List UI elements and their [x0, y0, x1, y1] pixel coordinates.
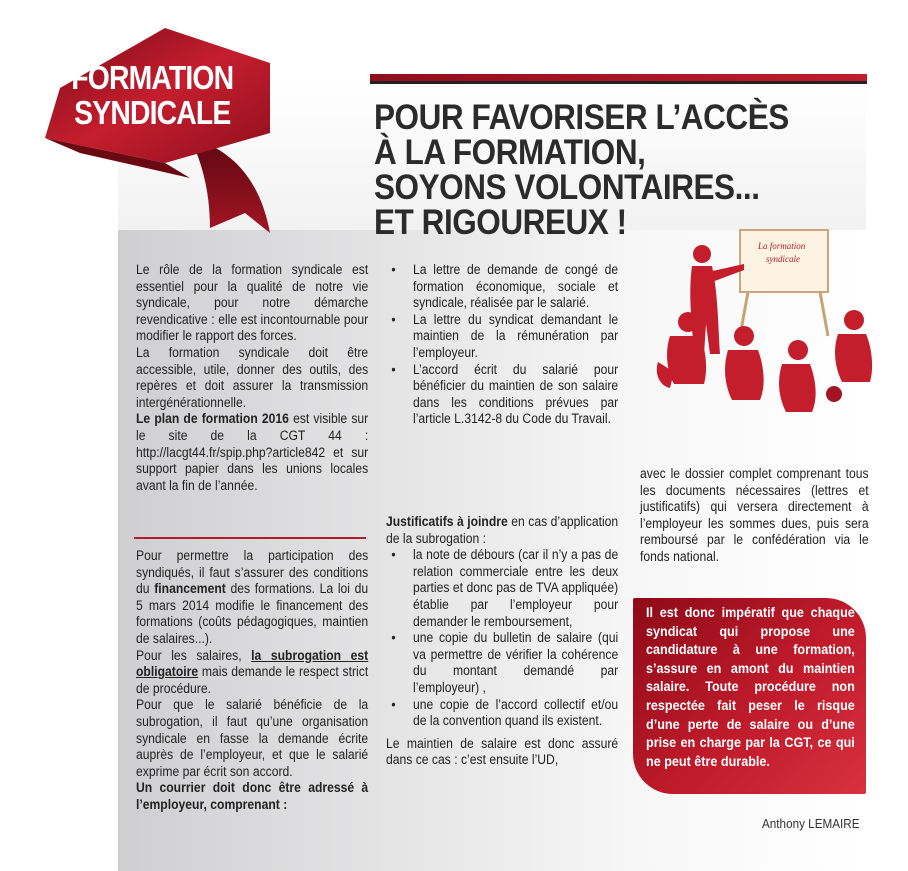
letter-paragraph [136, 780, 368, 813]
subrogation-paragraph [136, 648, 368, 698]
board-text-line-1: La formation [758, 241, 806, 251]
letter-bold: Un courrier doit donc être adressé à l’employeur, comprenant : [136, 780, 369, 812]
headline-line-4: ET RIGOUREUX ! [374, 203, 627, 242]
list-item: • La lettre de demande de congé de formation économique, sociale et syndicale, réalisée par le salarié. [386, 262, 618, 312]
article-headline [374, 100, 797, 240]
financing-text-a: Pour permettre la participation des syndiqués, il faut s’assurer des conditions du [136, 548, 369, 597]
top-red-rule [370, 74, 867, 81]
banner-line-1: FORMATION [71, 59, 234, 96]
board-text-line-2: syndicale [766, 254, 800, 264]
closing-paragraph: Le maintien de salaire est donc assuré dans ce cas : c’est ensuite l’UD, [386, 735, 619, 768]
training-illustration [648, 224, 876, 420]
section-divider [134, 537, 366, 539]
column-1-bottom [136, 548, 368, 814]
subrogation-text-b: mais demande le respect strict de procédure. [136, 664, 369, 696]
banner-line-2: SYNDICALE [74, 94, 231, 131]
justificatifs-list [386, 547, 618, 730]
headline-line-2: À LA FORMATION, [374, 133, 646, 172]
subrogation-text-a: Pour les salaires, [136, 647, 252, 663]
author-signature: Anthony LEMAIRE [762, 816, 860, 831]
column-1-top [136, 262, 368, 494]
continuation-paragraph: avec le dossier complet comprenant tous les documents nécessaires (lettres et justificatifs) qui versera directement à l’employeur les sommes dues, puis sera remboursé par le confédération via le fonds national. [640, 466, 869, 564]
column-2-top [386, 262, 618, 428]
plan-paragraph [136, 411, 368, 494]
list-item: • une copie de l’accord collectif et/ou de la convention quand ils existent. [386, 697, 618, 730]
financing-paragraph [136, 548, 368, 648]
justificatifs-rest: en cas d’application de la subrogation : [386, 514, 619, 546]
accessibility-paragraph: La formation syndicale doit être accessible, utile, donner des outils, des repères et doit assurer la transmission intergénérationnelle. [136, 344, 369, 410]
list-item: • la note de débours (car il n’y a pas de relation commerciale entre les deux parties et donc pas de TVA appliquée) établie par l’employeur pour demander le remboursement, [386, 547, 618, 630]
subrogation-underlined: la subrogation est obligatoire [136, 647, 369, 680]
intro-paragraph: Le rôle de la formation syndicale est essentiel pour la qualité de notre vie syndicale, pour notre démarche revendicative : elle est incontournable pour modifier le rapport des forces. [136, 262, 369, 344]
column-3-text [640, 466, 869, 566]
financing-text-b: des formations. La loi du 5 mars 2014 modifie le financement des formations (coûts pédagogiques, maintien de salaires...). [136, 581, 369, 646]
banner-title [62, 60, 243, 130]
list-item: • L’accord écrit du salarié pour bénéficier du maintien de son salaire dans les conditions prévues par l’article L.3142-8 du Code du Travail. [386, 362, 618, 428]
plan-rest: est visible sur le site de la CGT 44 : http://lacgt44.fr/spip.php?article842 et sur support papier dans les unions locales avant la fin de l’année. [136, 411, 369, 493]
list-item: • La lettre du syndicat demandant le maintien de la rémunération par l’employeur. [386, 312, 618, 362]
justificatifs-paragraph [386, 514, 618, 547]
top-dark-rule [370, 81, 867, 84]
highlight-text: Il est donc impératif que chaque syndicat qui propose une candidature à une formation, s’assure en amont du maintien salaire. Toute procédure non respectée fait peser le risque d’une perte de salaire ou d’une prise en charge par la CGT, ce qui ne peut être durable. [646, 604, 855, 769]
headline-line-3: SOYONS VOLONTAIRES... [374, 168, 760, 207]
justificatifs-bold: Justificatifs à joindre [386, 514, 508, 529]
list-item: • une copie du bulletin de salaire (qui va permettre de vérifier la cohérence du montant demandé par l’employeur) , [386, 630, 618, 696]
column-2-bottom [386, 514, 618, 769]
financing-bold: financement [154, 581, 226, 597]
plan-bold: Le plan de formation 2016 [136, 411, 289, 427]
letter-contents-list [386, 262, 618, 428]
employee-paragraph: Pour que le salarié bénéficie de la subrogation, il faut qu’une organisation syndicale en fasse la demande écrite auprès de l’employeur, et que le salarié exprime par écrit son accord. [136, 697, 369, 779]
headline-line-1: POUR FAVORISER L’ACCÈS [374, 98, 789, 137]
